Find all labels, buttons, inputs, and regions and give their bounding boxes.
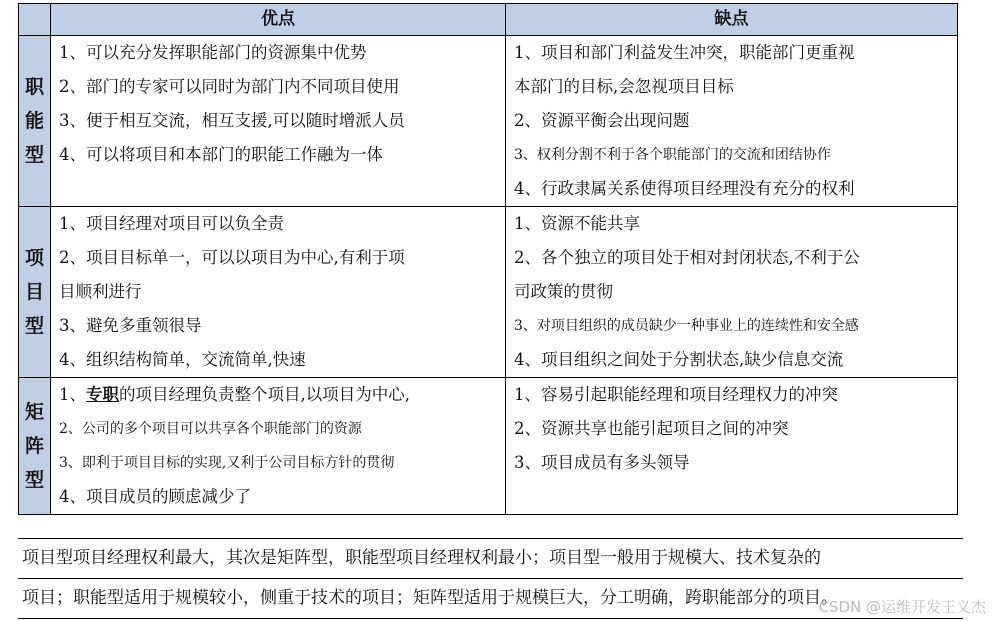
pros-cell-matrix — [51, 378, 506, 515]
row-functional — [19, 36, 958, 207]
pros-line: 目顺利进行 — [59, 282, 142, 301]
cons-line: 2、资源平衡会出现问题 — [514, 111, 690, 130]
row-project — [19, 207, 958, 378]
header-row — [19, 4, 958, 36]
cons-line: 3、项目成员有多头领导 — [514, 453, 690, 472]
pros-line: 2、公司的多个项目可以共享各个职能部门的资源 — [59, 421, 362, 437]
comparison-table — [18, 3, 958, 515]
cons-line: 3、权利分割不利于各个职能部门的交流和团结协作 — [514, 147, 831, 163]
cons-line: 2、各个独立的项目处于相对封闭状态,不利于公 — [514, 248, 860, 267]
row-matrix — [19, 378, 958, 515]
header-corner-cell — [19, 4, 51, 36]
pros-prefix: 1、 — [59, 385, 86, 404]
pros-line: 1、项目经理对项目可以负全责 — [59, 214, 284, 233]
row-label-matrix: 矩阵型 — [19, 378, 51, 515]
pros-rest: 的项目经理负责整个项目,以项目为中心, — [119, 385, 410, 404]
cons-line: 2、资源共享也能引起项目之间的冲突 — [514, 419, 789, 438]
summary-line: 项目型项目经理权利最大，其次是矩阵型，职能型项目经理权利最小；项目型一般用于规模大、技术复杂的 — [18, 539, 963, 579]
emphasis-text: 专职 — [86, 385, 119, 404]
header-cons: 缺点 — [506, 4, 958, 36]
summary-line: 项目；职能型适用于规模较小，侧重于技术的项目；矩阵型适用于规模巨大，分工明确，跨职能部分的项目。 — [18, 579, 963, 619]
header-pros: 优点 — [51, 4, 506, 36]
pros-cell-project — [51, 207, 506, 378]
pros-line: 3、便于相互交流，相互支援,可以随时增派人员 — [59, 111, 405, 130]
cons-line: 4、行政隶属关系使得项目经理没有充分的权利 — [514, 179, 855, 198]
pros-cell-functional — [51, 36, 506, 207]
cons-line: 3、对项目组织的成员缺少一种事业上的连续性和安全感 — [514, 318, 859, 334]
cons-cell-project — [506, 207, 958, 378]
pros-line: 4、项目成员的顾虑减少了 — [59, 487, 251, 506]
row-label-functional: 职能型 — [19, 36, 51, 207]
cons-line: 1、项目和部门利益发生冲突，职能部门更重视 — [514, 43, 855, 62]
cons-line: 司政策的贯彻 — [514, 282, 613, 301]
pros-line: 3、避免多重领很导 — [59, 316, 202, 335]
cons-line: 1、资源不能共享 — [514, 214, 640, 233]
cons-line: 1、容易引起职能经理和项目经理权力的冲突 — [514, 385, 838, 404]
pros-line: 2、部门的专家可以同时为部门内不同项目使用 — [59, 77, 400, 96]
cons-line: 本部门的目标,会忽视项目目标 — [514, 77, 734, 96]
pros-line: 2、项目目标单一，可以以项目为中心,有利于项 — [59, 248, 405, 267]
row-label-project: 项目型 — [19, 207, 51, 378]
pros-line: 3、即利于项目目标的实现,又利于公司目标方针的贯彻 — [59, 455, 395, 471]
empty-line — [51, 172, 505, 206]
empty-line — [506, 480, 957, 514]
pros-line: 1、可以充分发挥职能部门的资源集中优势 — [59, 43, 367, 62]
pros-line: 4、可以将项目和本部门的职能工作融为一体 — [59, 145, 383, 164]
pros-line: 4、组织结构简单，交流简单,快速 — [59, 350, 306, 369]
cons-cell-matrix — [506, 378, 958, 515]
cons-line: 4、项目组织之间处于分割状态,缺少信息交流 — [514, 350, 844, 369]
cons-cell-functional — [506, 36, 958, 207]
watermark: CSDN @运维开发王义杰 — [818, 598, 986, 616]
pros-line — [51, 378, 505, 412]
